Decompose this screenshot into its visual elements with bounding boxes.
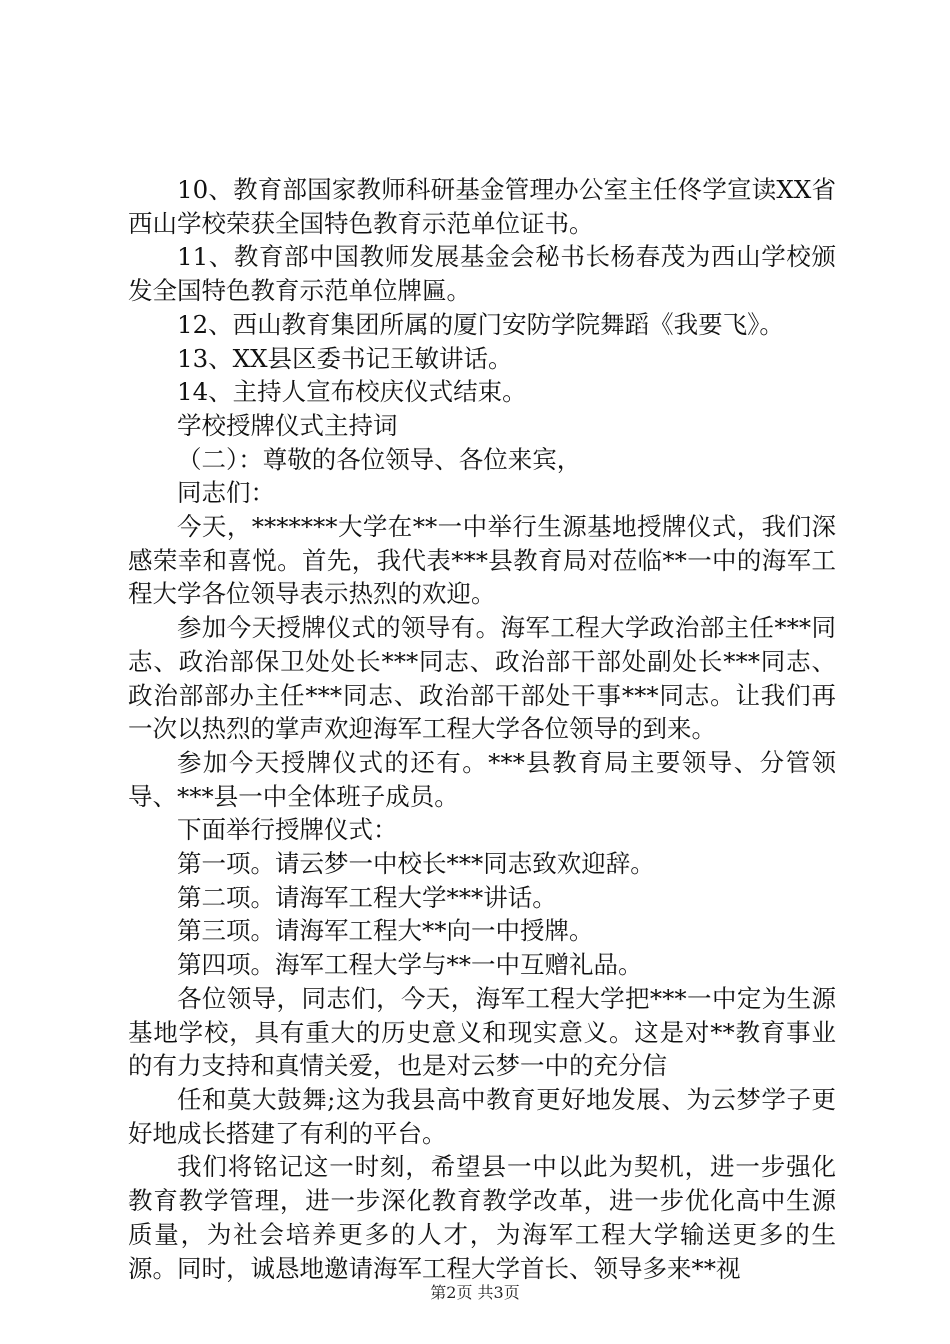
paragraph: 各位领导，同志们，今天，海军工程大学把***一中定为生源基地学校，具有重大的历史意义和现实意义。这是对**教育事业的有力支持和真情关爱，也是对云梦一中的充分信: [128, 983, 836, 1081]
paragraph: 第一项。请云梦一中校长***同志致欢迎辞。: [177, 849, 655, 879]
paragraph: 学校授牌仪式主持词: [177, 410, 398, 440]
paragraph: 13、XX县区委书记王敏讲话。: [177, 343, 513, 373]
paragraph: 参加今天授牌仪式的领导有。海军工程大学政治部主任***同志、政治部保卫处处长***同志、政治部干部处副处长***同志、政治部部办主任***同志、政治部干部处干事***同志。让我们再一次以热烈的掌声欢迎海军工程大学各位领导的到来。: [128, 613, 836, 744]
paragraph: 同志们：: [177, 478, 275, 508]
paragraph: 12、西山教育集团所属的厦门安防学院舞蹈《我要飞》。: [177, 309, 784, 339]
paragraph: 今天，*******大学在**一中举行生源基地授牌仪式，我们深感荣幸和喜悦。首先，我代表***县教育局对莅临**一中的海军工程大学各位领导表示热烈的欢迎。: [128, 512, 836, 609]
document-body: [128, 173, 836, 1285]
paragraph: （二）：尊敬的各位领导、各位来宾，: [177, 444, 582, 474]
paragraph: 11、教育部中国教师发展基金会秘书长杨春茂为西山学校颁发全国特色教育示范单位牌匾。: [128, 242, 836, 306]
paragraph: 第二项。请海军工程大学***讲话。: [177, 882, 557, 912]
page-number-footer: 第2页 共3页: [430, 1283, 520, 1302]
paragraph: 任和莫大鼓舞;这为我县高中教育更好地发展、为云梦学子更好地成长搭建了有利的平台。: [128, 1084, 836, 1148]
paragraph: 我们将铭记这一时刻，希望县一中以此为契机，进一步强化教育教学管理，进一步深化教育教学改革，进一步优化高中生源质量，为社会培养更多的人才，为海军工程大学输送更多的生源。同时，诚恳地邀请海军工程大学首长、领导多来**视: [128, 1152, 836, 1283]
paragraph: 参加今天授牌仪式的还有。***县教育局主要领导、分管领导、***县一中全体班子成员。: [128, 747, 836, 811]
paragraph: 10、教育部国家教师科研基金管理办公室主任佟学宣读XX省西山学校荣获全国特色教育示范单位证书。: [128, 175, 836, 238]
paragraph: 第三项。请海军工程大**向一中授牌。: [177, 916, 594, 946]
paragraph: 14、主持人宣布校庆仪式结束。: [177, 377, 527, 407]
paragraph: 第四项。海军工程大学与**一中互赠礼品。: [177, 950, 643, 980]
paragraph: 下面举行授牌仪式：: [177, 815, 398, 845]
